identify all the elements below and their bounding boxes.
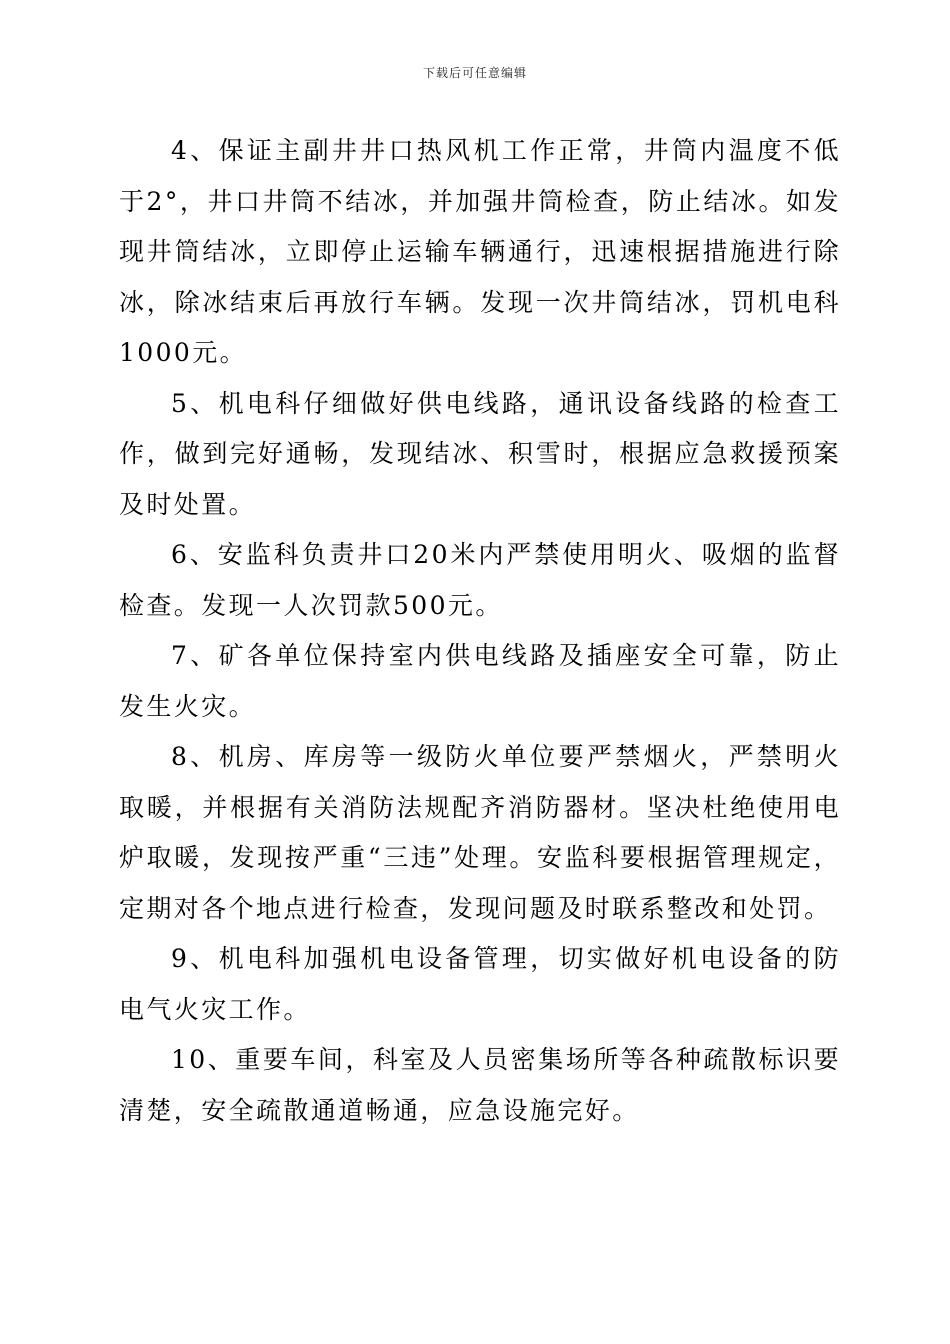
paragraph-item-10: 10、重要车间，科室及人员密集场所等各种疏散标识要清楚，安全疏散通道畅通，应急设施完好。	[119, 1045, 841, 1125]
paragraph-item-5: 5、机电科仔细做好供电线路，通讯设备线路的检查工作，做到完好通畅，发现结冰、积雪时，根据应急救援预案及时处置。	[119, 388, 841, 519]
paragraph-item-7: 7、矿各单位保持室内供电线路及插座安全可靠，防止发生火灾。	[119, 641, 841, 721]
paragraph-item-6: 6、安监科负责井口20米内严禁使用明火、吸烟的监督检查。发现一人次罚款500元。	[119, 540, 841, 620]
paragraph-item-9: 9、机电科加强机电设备管理，切实做好机电设备的防电气火灾工作。	[119, 944, 841, 1024]
paragraph-item-8: 8、机房、库房等一级防火单位要严禁烟火，严禁明火取暖，并根据有关消防法规配齐消防器材。坚决杜绝使用电炉取暖，发现按严重“三违”处理。安监科要根据管理规定，定期对各个地点进行检查，发现问题及时联系整改和处罚。	[119, 742, 841, 923]
header-note: 下载后可任意编辑	[422, 66, 527, 80]
paragraph-item-4: 4、保证主副井井口热风机工作正常，井筒内温度不低于2°，井口井筒不结冰，并加强井筒检查，防止结冰。如发现井筒结冰，立即停止运输车辆通行，迅速根据措施进行除冰，除冰结束后再放行车辆。发现一次井筒结冰，罚机电科1000元。	[119, 136, 841, 367]
document-body	[119, 126, 841, 1136]
